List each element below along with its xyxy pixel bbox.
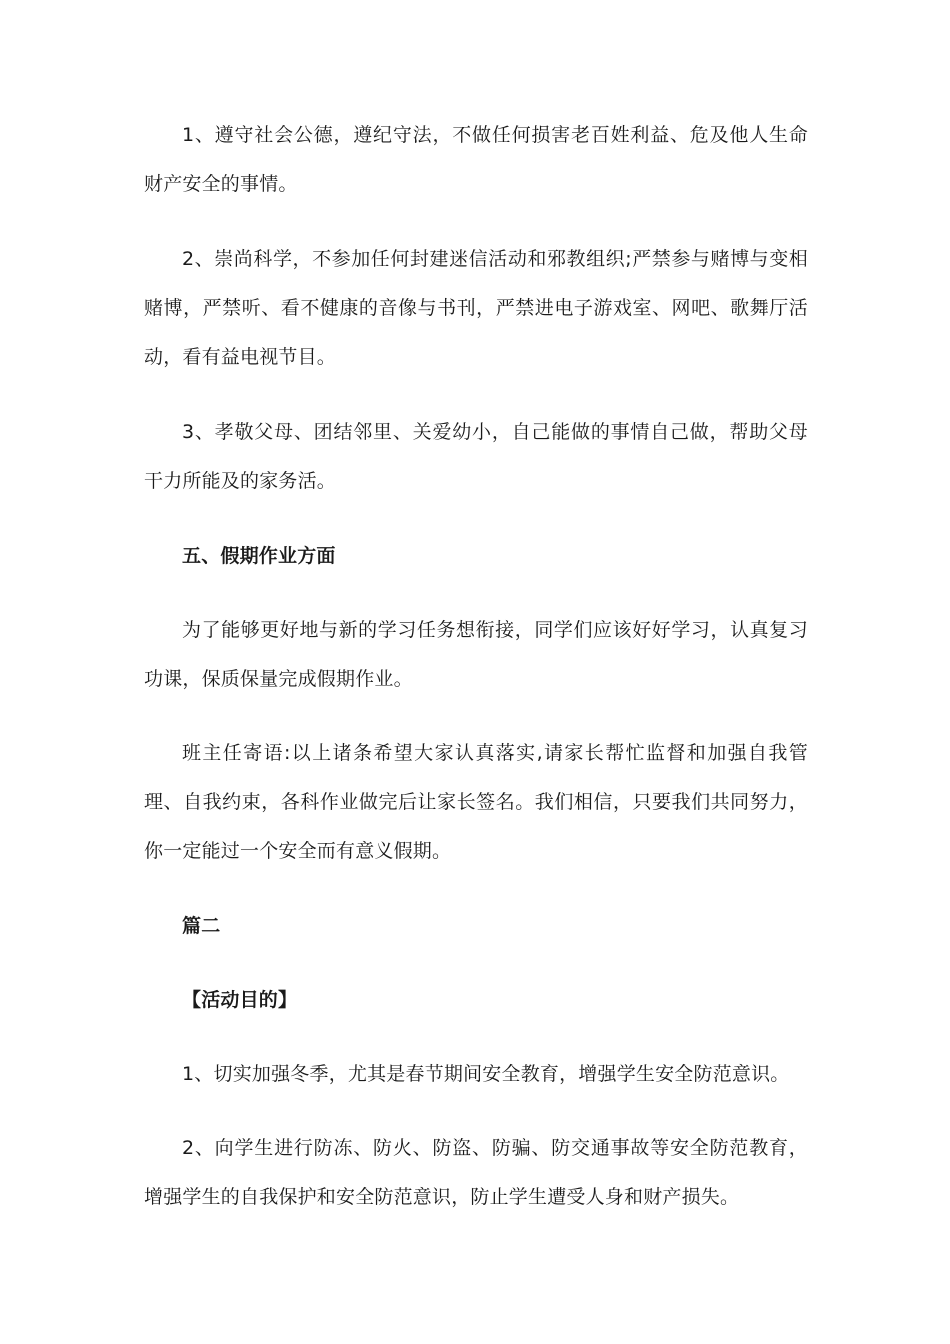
paragraph-social-morals: 1、遵守社会公德，遵纪守法，不做任何损害老百姓利益、危及他人生命财产安全的事情。 bbox=[144, 124, 808, 195]
paragraph-teacher-message: 班主任寄语:以上诸条希望大家认真落实,请家长帮忙监督和加强自我管理、自我约束，各科作业做完后让家长签名。我们相信，只要我们共同努力，你一定能过一个安全而有意义假期。 bbox=[144, 742, 808, 862]
section-heading-activity-purpose: 【活动目的】 bbox=[182, 989, 298, 1011]
section-heading-homework: 五、假期作业方面 bbox=[182, 545, 336, 567]
paragraph-filial: 3、孝敬父母、团结邻里、关爱幼小，自己能做的事情自己做，帮助父母干力所能及的家务活。 bbox=[144, 421, 808, 492]
paragraph-winter-safety: 1、切实加强冬季，尤其是春节期间安全教育，增强学生安全防范意识。 bbox=[182, 1063, 790, 1085]
paragraph-homework: 为了能够更好地与新的学习任务想衔接，同学们应该好好学习，认真复习功课，保质保量完成假期作业。 bbox=[144, 619, 808, 690]
paragraph-safety-education: 2、向学生进行防冻、防火、防盗、防骗、防交通事故等安全防范教育，增强学生的自我保护和安全防范意识，防止学生遭受人身和财产损失。 bbox=[144, 1137, 808, 1208]
paragraph-science: 2、崇尚科学，不参加任何封建迷信活动和邪教组织;严禁参与赌博与变相赌博，严禁听、看不健康的音像与书刊，严禁进电子游戏室、网吧、歌舞厅活动，看有益电视节目。 bbox=[144, 248, 808, 368]
section-heading-part-two: 篇二 bbox=[182, 915, 221, 937]
